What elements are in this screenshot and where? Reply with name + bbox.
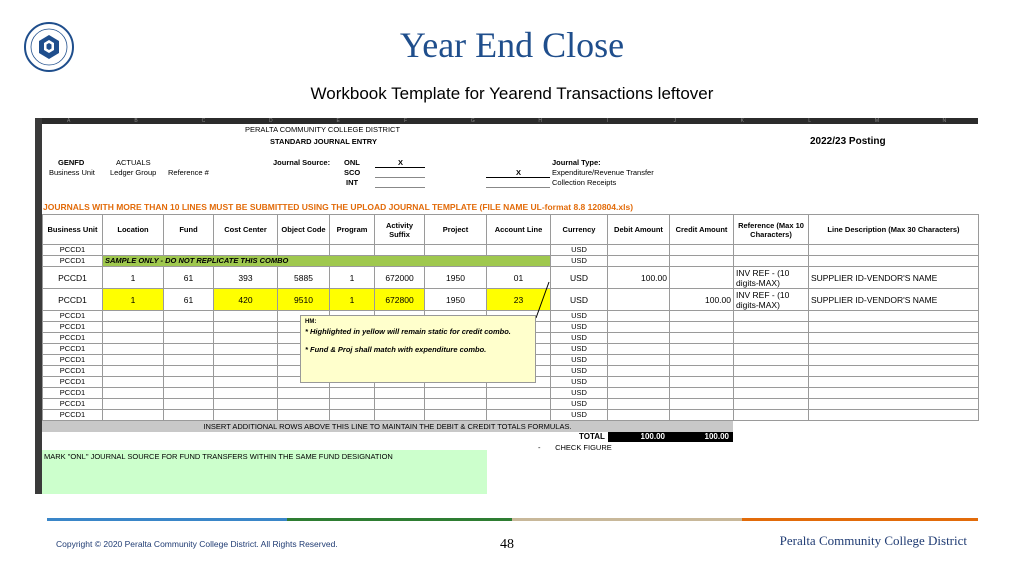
grid-cell[interactable] (425, 410, 487, 421)
grid-cell[interactable] (103, 344, 164, 355)
bu-cell[interactable]: PCCD1 (43, 344, 103, 355)
grid-cell[interactable] (425, 388, 487, 399)
header-cell: Fund (164, 215, 214, 245)
grid-cell[interactable] (809, 344, 979, 355)
business-unit-label: Business Unit (49, 168, 95, 177)
column-letter[interactable]: K (740, 118, 744, 124)
table-row (43, 388, 979, 399)
currency-cell[interactable]: USD (551, 289, 608, 311)
grid-cell[interactable] (103, 355, 164, 366)
column-letter[interactable]: D (268, 118, 273, 124)
footer-line-blue (47, 518, 287, 521)
grid-cell[interactable] (670, 377, 734, 388)
bu-cell[interactable]: PCCD1 (43, 245, 103, 256)
account-line-cell[interactable]: 01 (487, 267, 551, 289)
currency-cell[interactable]: USD (551, 366, 608, 377)
copyright-text: Copyright © 2020 Peralta Community College District. All Rights Reserved. (56, 539, 338, 549)
posting-year: 2022/23 Posting (810, 136, 886, 147)
bu-cell[interactable]: PCCD1 (43, 289, 103, 311)
header-cell: Project (425, 215, 487, 245)
grid-cell[interactable] (164, 322, 214, 333)
grid-cell[interactable] (670, 355, 734, 366)
currency-cell[interactable]: USD (551, 245, 608, 256)
grid-cell[interactable] (734, 311, 809, 322)
ledger-group-label: Ledger Group (110, 168, 157, 177)
grid-cell[interactable] (425, 399, 487, 410)
grid-cell[interactable] (164, 377, 214, 388)
grid-cell[interactable] (809, 355, 979, 366)
currency-cell[interactable]: USD (551, 388, 608, 399)
bu-cell[interactable]: PCCD1 (43, 333, 103, 344)
grid-cell[interactable] (164, 388, 214, 399)
onl-mark: X (398, 158, 404, 167)
table-row (43, 267, 979, 289)
onl-instruction: MARK "ONL" JOURNAL SOURCE FOR FUND TRANSFERS WITHIN THE SAME FUND DESIGNATION (44, 452, 393, 461)
organization-name: Peralta Community College District (779, 533, 967, 548)
object-code-cell[interactable]: 9510 (278, 289, 330, 311)
activity-cell[interactable]: 672000 (375, 267, 425, 289)
grid-cell[interactable] (487, 388, 551, 399)
grid-cell[interactable] (164, 355, 214, 366)
bu-cell[interactable]: PCCD1 (43, 410, 103, 421)
credit-cell[interactable]: 100.00 (670, 289, 734, 311)
header-cell: Business Unit (43, 215, 103, 245)
cost-center-cell[interactable]: 393 (214, 267, 278, 289)
journal-source-label: Journal Source: (273, 158, 331, 167)
grid-cell[interactable] (487, 410, 551, 421)
program-cell[interactable]: 1 (330, 267, 375, 289)
grid-cell[interactable] (670, 410, 734, 421)
grid-cell[interactable] (164, 399, 214, 410)
reference-cell[interactable]: INV REF - (10 digits-MAX) (734, 289, 809, 311)
grid-cell[interactable] (103, 399, 164, 410)
check-dash: - (538, 443, 541, 452)
row-header-bar (35, 118, 42, 494)
column-letter[interactable]: E (336, 118, 340, 124)
column-letter[interactable]: M (874, 118, 880, 124)
sample-row (43, 256, 979, 267)
source-onl: ONL (344, 158, 360, 167)
column-letter[interactable]: A (67, 118, 71, 124)
bu-cell[interactable]: PCCD1 (43, 377, 103, 388)
bu-cell[interactable]: PCCD1 (43, 366, 103, 377)
activity-cell[interactable]: 672800 (375, 289, 425, 311)
column-letter[interactable]: G (470, 118, 475, 124)
grid-cell[interactable] (214, 311, 278, 322)
currency-cell[interactable]: USD (551, 311, 608, 322)
sco-underline (375, 177, 425, 178)
debit-cell[interactable]: 100.00 (608, 267, 670, 289)
description-cell[interactable]: SUPPLIER ID-VENDOR'S NAME (809, 289, 979, 311)
grid-cell[interactable] (278, 399, 330, 410)
grid-cell[interactable] (375, 399, 425, 410)
grid-cell[interactable] (330, 399, 375, 410)
cost-center-cell[interactable]: 420 (214, 289, 278, 311)
header-cell: Activity Suffix (375, 215, 425, 245)
grid-cell[interactable] (103, 322, 164, 333)
bu-cell[interactable]: PCCD1 (43, 399, 103, 410)
grid-cell[interactable] (330, 410, 375, 421)
source-int: INT (346, 178, 359, 187)
header-cell: Location (103, 215, 164, 245)
grid-cell[interactable] (164, 366, 214, 377)
currency-cell[interactable]: USD (551, 399, 608, 410)
table-row (43, 289, 979, 311)
grid-cell[interactable] (103, 366, 164, 377)
fund-cell[interactable]: 61 (164, 289, 214, 311)
total-debit: 100.00 (608, 432, 669, 442)
header-cell: Currency (551, 215, 608, 245)
grid-cell[interactable] (734, 388, 809, 399)
table-row (43, 399, 979, 410)
grid-cell[interactable] (608, 366, 670, 377)
slide-subtitle: Workbook Template for Yearend Transactions leftover (310, 84, 714, 103)
header-cell: Line Description (Max 30 Characters) (809, 215, 979, 245)
grid-cell[interactable] (608, 333, 670, 344)
currency-cell[interactable]: USD (551, 355, 608, 366)
district-name: PERALTA COMMUNITY COLLEGE DISTRICT (245, 125, 401, 134)
onl-instruction-box (42, 450, 487, 494)
note-line-2: * Fund & Proj shall match with expenditure combo. (305, 345, 487, 354)
grid-cell[interactable] (164, 333, 214, 344)
currency-cell[interactable]: USD (551, 344, 608, 355)
project-cell[interactable]: 1950 (425, 267, 487, 289)
grid-cell[interactable] (809, 322, 979, 333)
column-letter[interactable]: N (942, 118, 947, 124)
reference-cell[interactable]: INV REF - (10 digits-MAX) (734, 267, 809, 289)
bu-cell[interactable]: PCCD1 (43, 267, 103, 289)
table-row (43, 245, 979, 256)
total-credit: 100.00 (669, 432, 733, 442)
grid-cell[interactable] (278, 388, 330, 399)
table-row (43, 410, 979, 421)
grid-cell[interactable] (809, 333, 979, 344)
page-number: 48 (500, 537, 514, 552)
column-letter[interactable]: L (808, 118, 812, 124)
column-letter[interactable]: F (403, 118, 407, 124)
bu-cell[interactable]: PCCD1 (43, 355, 103, 366)
grid-cell[interactable] (375, 388, 425, 399)
type-underline-2 (486, 187, 550, 188)
grid-cell[interactable] (809, 377, 979, 388)
location-cell[interactable]: 1 (103, 289, 164, 311)
grid-cell[interactable] (164, 410, 214, 421)
grid-cell[interactable] (103, 377, 164, 388)
check-figure (538, 443, 612, 452)
grid-cell[interactable] (214, 333, 278, 344)
grid-cell[interactable] (608, 311, 670, 322)
header-cell: Debit Amount (608, 215, 670, 245)
grid-cell[interactable] (670, 388, 734, 399)
grid-cell[interactable] (809, 399, 979, 410)
source-sco: SCO (344, 168, 361, 177)
grid-cell[interactable] (608, 344, 670, 355)
slide-title: Year End Close (399, 25, 625, 65)
header-cell: Reference (Max 10 Characters) (734, 215, 809, 245)
header-cell: Object Code (278, 215, 330, 245)
insert-rows-instruction: INSERT ADDITIONAL ROWS ABOVE THIS LINE TO MAINTAIN THE DEBIT & CREDIT TOTALS FORMULAS. (42, 421, 733, 432)
column-letter[interactable]: J (673, 118, 677, 124)
grid-cell[interactable] (103, 311, 164, 322)
grid-cell[interactable] (214, 366, 278, 377)
header-cell: Credit Amount (670, 215, 734, 245)
description-cell[interactable]: SUPPLIER ID-VENDOR'S NAME (809, 267, 979, 289)
grid-cell[interactable] (734, 344, 809, 355)
grid-cell[interactable] (214, 377, 278, 388)
currency-cell[interactable]: USD (551, 377, 608, 388)
sample-note: SAMPLE ONLY - DO NOT REPLICATE THIS COMBO (103, 256, 551, 267)
column-letter[interactable]: H (538, 118, 542, 124)
actuals-value: ACTUALS (116, 158, 151, 167)
grid-cell[interactable] (734, 410, 809, 421)
bu-cell[interactable]: PCCD1 (43, 311, 103, 322)
grid-cell[interactable] (214, 355, 278, 366)
header-cell: Program (330, 215, 375, 245)
grid-cell[interactable] (670, 344, 734, 355)
grid-cell[interactable] (670, 322, 734, 333)
note-line-1: * Highlighted in yellow will remain static for credit combo. (305, 327, 511, 336)
genfd-value: GENFD (58, 158, 85, 167)
currency-cell[interactable]: USD (551, 410, 608, 421)
grid-cell[interactable] (734, 333, 809, 344)
note-author: HM: (305, 319, 317, 325)
column-header-bar (35, 118, 978, 124)
warning-banner: JOURNALS WITH MORE THAN 10 LINES MUST BE SUBMITTED USING THE UPLOAD JOURNAL TEMPLATE (FILE NAME UL-format 8.8 120804.xls) (43, 202, 634, 212)
program-cell[interactable]: 1 (330, 289, 375, 311)
grid-cell[interactable] (214, 344, 278, 355)
currency-cell[interactable]: USD (551, 267, 608, 289)
column-letter[interactable]: B (134, 118, 138, 124)
grid-cell[interactable] (214, 410, 278, 421)
grid-cell[interactable] (608, 355, 670, 366)
grid-cell[interactable] (103, 388, 164, 399)
grid-cell[interactable] (734, 366, 809, 377)
type-transfer: Expenditure/Revenue Transfer (552, 168, 654, 177)
bu-cell[interactable]: PCCD1 (43, 388, 103, 399)
grid-cell[interactable] (375, 410, 425, 421)
grid-cell[interactable] (214, 388, 278, 399)
grid-cell[interactable] (608, 322, 670, 333)
header-row (43, 215, 979, 245)
grid-cell[interactable] (734, 377, 809, 388)
footer-line-green (287, 518, 512, 521)
grid-cell[interactable] (608, 410, 670, 421)
currency-cell[interactable]: USD (551, 333, 608, 344)
project-cell[interactable]: 1950 (425, 289, 487, 311)
currency-cell[interactable]: USD (551, 322, 608, 333)
bu-cell[interactable]: PCCD1 (43, 256, 103, 267)
location-cell[interactable]: 1 (103, 267, 164, 289)
grid-cell[interactable] (103, 410, 164, 421)
entry-title: STANDARD JOURNAL ENTRY (270, 137, 377, 146)
grid-cell[interactable] (809, 311, 979, 322)
grid-cell[interactable] (164, 344, 214, 355)
grid-cell[interactable] (809, 410, 979, 421)
currency-cell[interactable]: USD (551, 256, 608, 267)
grid-cell[interactable] (487, 399, 551, 410)
object-code-cell[interactable]: 5885 (278, 267, 330, 289)
column-letter[interactable]: C (201, 118, 206, 124)
grid-cell[interactable] (809, 388, 979, 399)
grid-cell[interactable] (670, 399, 734, 410)
grid-cell[interactable] (734, 355, 809, 366)
grid-cell[interactable] (330, 388, 375, 399)
type-collection: Collection Receipts (552, 178, 617, 187)
grid-cell[interactable] (734, 322, 809, 333)
footer-line-tan (512, 518, 742, 521)
footer-line-orange (742, 518, 978, 521)
check-figure-label: CHECK FIGURE (555, 443, 612, 452)
grid-cell[interactable] (608, 388, 670, 399)
grid-cell[interactable] (103, 333, 164, 344)
grid-cell[interactable] (809, 366, 979, 377)
grid-cell[interactable] (670, 333, 734, 344)
bu-cell[interactable]: PCCD1 (43, 322, 103, 333)
grid-cell[interactable] (670, 366, 734, 377)
comment-note (300, 315, 536, 383)
grid-cell[interactable] (734, 399, 809, 410)
grid-cell[interactable] (278, 410, 330, 421)
onl-underline (375, 167, 425, 168)
grid-cell[interactable] (670, 311, 734, 322)
grid-cell[interactable] (164, 311, 214, 322)
journal-type-label: Journal Type: (552, 158, 601, 167)
grid-cell[interactable] (608, 377, 670, 388)
header-cell: Cost Center (214, 215, 278, 245)
reference-label: Reference # (168, 168, 209, 177)
header-cell: Account Line (487, 215, 551, 245)
account-line-cell[interactable]: 23 (487, 289, 551, 311)
column-letter[interactable]: I (606, 118, 609, 124)
grid-cell[interactable] (214, 322, 278, 333)
total-label: TOTAL (579, 432, 605, 441)
grid-cell[interactable] (608, 399, 670, 410)
fund-cell[interactable]: 61 (164, 267, 214, 289)
grid-cell[interactable] (214, 399, 278, 410)
journal-type-mark: X (516, 168, 522, 177)
int-underline (375, 187, 425, 188)
note-arrow-icon (535, 280, 555, 320)
type-underline-1 (486, 177, 550, 178)
